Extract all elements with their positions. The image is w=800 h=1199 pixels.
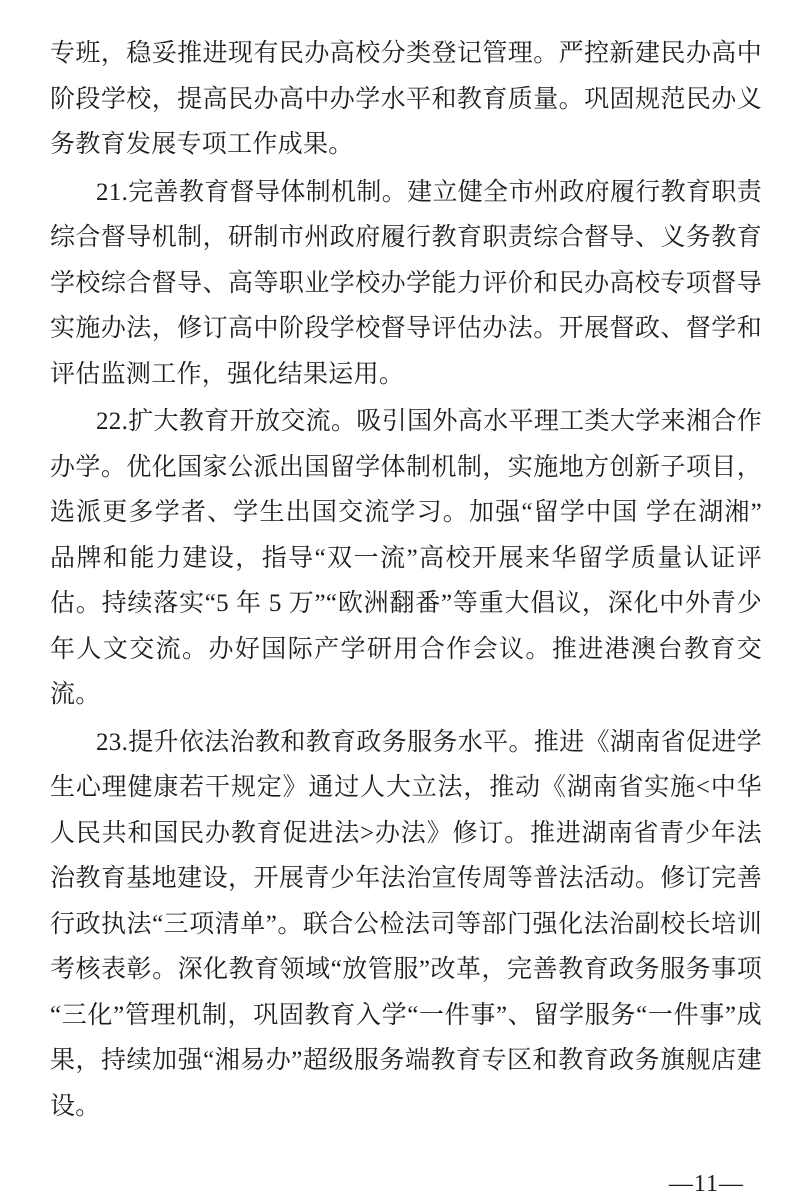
paragraph-continuation: 专班，稳妥推进现有民办高校分类登记管理。严控新建民办高中阶段学校，提高民办高中办学水平和教育质量。巩固规范民办义务教育发展专项工作成果。	[50, 40, 762, 158]
paragraph-item-21: 21.完善教育督导体制机制。建立健全市州政府履行教育职责综合督导机制，研制市州政府履行教育职责综合督导、义务教育学校综合督导、高等职业学校办学能力评价和民办高校专项督导实施办法，修订高中阶段学校督导评估办法。开展督政、督学和评估监测工作，强化结果运用。	[50, 178, 762, 388]
paragraph-item-22: 22.扩大教育开放交流。吸引国外高水平理工类大学来湘合作办学。优化国家公派出国留学体制机制，实施地方创新子项目，选派更多学者、学生出国交流学习。加强“留学中国 学在湖湘”品牌和能力建设，指导“双一流”高校开展来华留学质量认证评估。持续落实“5 年 5 万”“欧洲翻番”等重大倡议，深化中外青少年人文交流。办好国际产学研用合作会议。推进港澳台教育交流。	[50, 408, 762, 708]
paragraph-item-23: 23.提升依法治教和教育政务服务水平。推进《湖南省促进学生心理健康若干规定》通过人大立法，推动《湖南省实施<中华人民共和国民办教育促进法>办法》修订。推进湖南省青少年法治教育基地建设，开展青少年法治宣传周等普法活动。修订完善行政执法“三项清单”。联合公检法司等部门强化法治副校长培训考核表彰。深化教育领域“放管服”改革，完善教育政务服务事项“三化”管理机制，巩固教育入学“一件事”、留学服务“一件事”成果，持续加强“湘易办”超级服务端教育专区和教育政务旗舰店建设。	[50, 728, 762, 1120]
page-number: —11—	[668, 1171, 744, 1197]
